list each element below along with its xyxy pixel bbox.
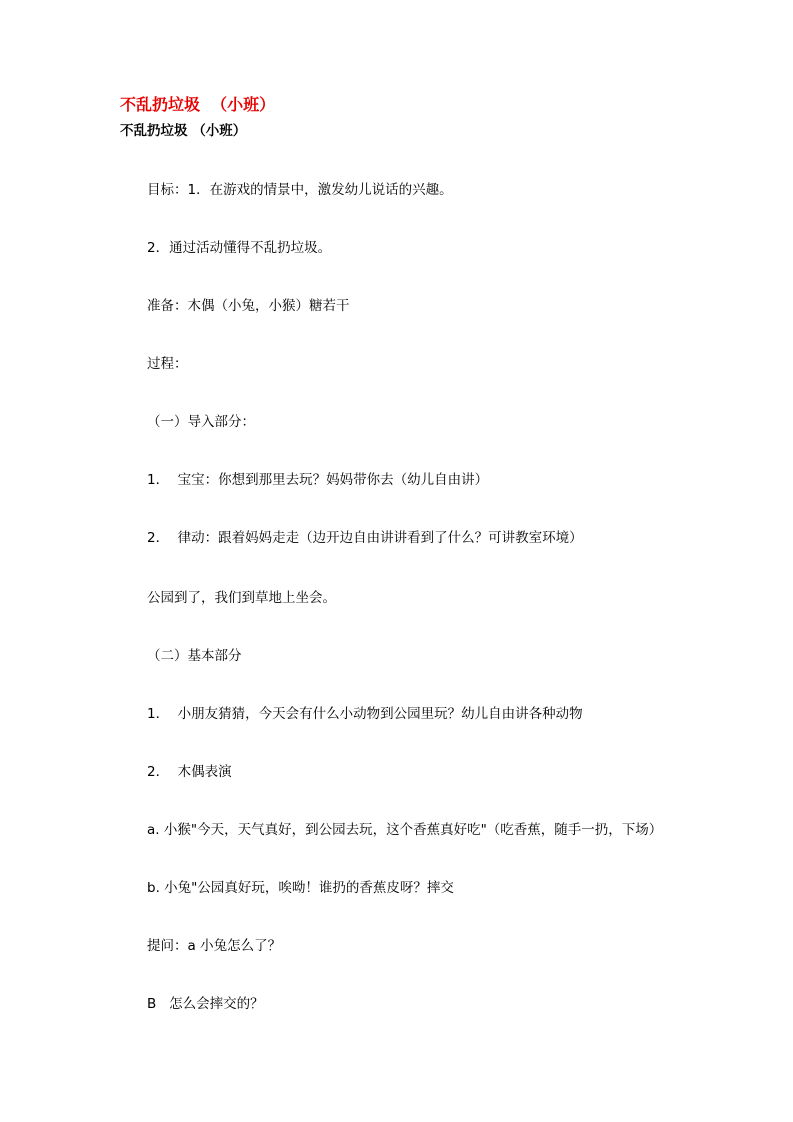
paragraph-intro-1: 1． 宝宝：你想到那里去玩？妈妈带你去（幼儿自由讲） — [147, 472, 489, 488]
document-title: 不乱扔垃圾 （小班） — [120, 123, 247, 139]
paragraph-process: 过程： — [147, 356, 188, 372]
paragraph-goal-2: 2．通过活动懂得不乱扔垃圾。 — [147, 240, 332, 256]
document-title-red: 不乱扔垃圾 （小班） — [120, 95, 276, 114]
paragraph-question-b: B 怎么会摔交的？ — [147, 996, 264, 1012]
paragraph-park: 公园到了，我们到草地上坐会。 — [147, 590, 336, 606]
paragraph-goal-1: 目标：1．在游戏的情景中，激发幼儿说话的兴趣。 — [147, 182, 453, 198]
paragraph-question-a: 提问：a 小兔怎么了？ — [147, 938, 282, 954]
paragraph-rabbit: b. 小兔"公园真好玩，唉呦！谁扔的香蕉皮呀？摔交 — [147, 880, 454, 896]
paragraph-preparation: 准备：木偶（小兔，小猴）糖若干 — [147, 298, 350, 314]
paragraph-basic-1: 1． 小朋友猜猜，今天会有什么小动物到公园里玩？幼儿自由讲各种动物 — [147, 706, 583, 722]
paragraph-intro-2: 2． 律动：跟着妈妈走走（边开边自由讲讲看到了什么？可讲教室环境） — [147, 530, 583, 546]
paragraph-basic-2: 2． 木偶表演 — [147, 764, 232, 780]
section-heading-basic: （二）基本部分 — [147, 648, 242, 664]
section-heading-intro: （一）导入部分： — [147, 414, 255, 430]
paragraph-monkey: a. 小猴"今天，天气真好，到公园去玩，这个香蕉真好吃"（吃香蕉，随手一扔，下场） — [147, 822, 663, 838]
